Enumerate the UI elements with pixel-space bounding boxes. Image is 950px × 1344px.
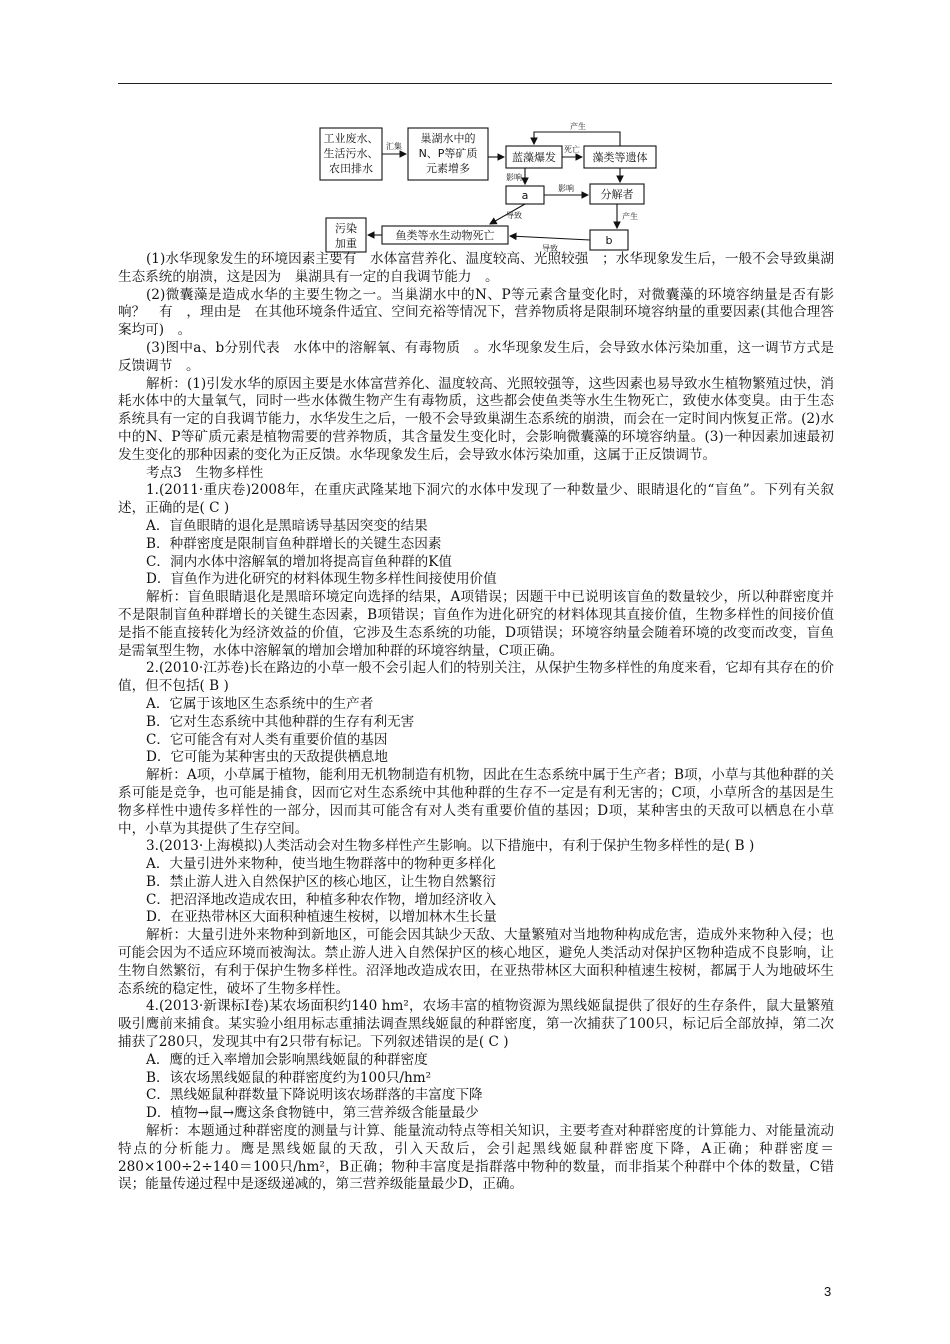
mc-4-analysis: 解析：本题通过种群密度的测量与计算、能量流动特点等相关知识，主要考查对种群密度的计算能力、对能量流动特点的分析能力。鹰是黑线姬鼠的天敌，引入天敌后，会引起黑线姬鼠种群密度下降，A正确；种群密度＝280×100÷2÷140＝100只/hm²，B正确；物种丰富度是指群落中物种的数量，而非指某个种群中个体的数量，C错误；能量传递过程中是逐级递减的，第三营养级能量最少D，正确。 <box>118 1123 834 1193</box>
mc-1-option-b: B．种群密度是限制盲鱼种群增长的关键生态因素 <box>146 535 442 552</box>
eutrophication-diagram <box>300 118 680 258</box>
document-body <box>118 251 848 1194</box>
mc-2-option-b: B．它对生态系统中其他种群的生存有利无害 <box>146 713 415 730</box>
mc-3-option-c: C．把沼泽地改造成农田，种植多种农作物，增加经济收入 <box>146 891 497 908</box>
mc-2-stem: 2.(2010·江苏卷)长在路边的小草一般不会引起人们的特别关注，从保护生物多样性的角度来看，它却有其存在的价值，但不包括( B ) <box>118 660 834 695</box>
daozhi-label-2: 导致 <box>542 244 558 253</box>
a-label: a <box>521 189 529 202</box>
mc-3-option-b: B．禁止游人进入自然保护区的核心地区，让生物自然繁衍 <box>146 873 496 890</box>
mc-4-option-d: D．植物→鼠→鹰这条食物链中，第三营养级含能量最少 <box>146 1105 479 1122</box>
mc-4-stem: 4.(2013·新课标Ⅰ卷)某农场面积约140 hm²，农场丰富的植物资源为黑线姬鼠提供了很好的生存条件，鼠大量繁殖吸引鹰前来捕食。某实验小组用标志重捕法调查黑线姬鼠的种群密度，第一次捕获了100只，标记后全部放掉，第二次捕获了280只，发现其中有2只带有标记。下列叙述错误的是( C ) <box>118 998 834 1051</box>
nutrients-line-1: 巢湖水中的 <box>420 132 476 145</box>
sources-line-1: 工业废水、 <box>323 132 379 145</box>
sources-line-3: 农田排水 <box>329 162 373 175</box>
page-number: 3 <box>824 1284 832 1299</box>
mc-4-option-b: B．该农场黑线姬鼠的种群密度约为100只/hm² <box>146 1069 432 1086</box>
mc-1-stem: 1.(2011·重庆卷)2008年，在重庆武隆某地下洞穴的水体中发现了一种数量少、眼睛退化的“盲鱼”。下列有关叙述，正确的是( C ) <box>118 482 834 517</box>
fish-label: 鱼类等水生动物死亡 <box>395 229 495 242</box>
bloom-label: 蓝藻爆发 <box>512 151 556 164</box>
mc-1-option-a: A．盲鱼眼睛的退化是黑暗诱导基因突变的结果 <box>146 517 428 534</box>
nutrients-line-3: 元素增多 <box>426 162 470 175</box>
mc-1-analysis: 解析：盲鱼眼睛退化是黑暗环境定向选择的结果，A项错误；因题干中已说明该盲鱼的数量较少，所以种群密度并不是限制盲鱼种群增长的关键生态因素，B项错误；盲鱼作为进化研究的材料体现其直接价值，生物多样性的间接价值是指不能直接转化为经济效益的价值，它涉及生态系统的功能，D项错误；环境容纳量会随着环境的改变而改变，盲鱼是需氧型生物，水体中溶解氧的增加会增加种群的环境容纳量，C项正确。 <box>118 589 834 659</box>
analysis-0: 解析：(1)引发水华的原因主要是水体富营养化、温度较高、光照较强等，这些因素也易导致水生植物繁殖过快，消耗水体中的大量氧气，同时一些水体微生物产生有毒物质，这些都会使鱼类等水生生物死亡，致使水体变臭。由于生态系统具有一定的自我调节能力，水华发生之后，一般不会导致巢湖生态系统的崩溃，而会在一定时间内恢复正常。(2)水中的N、P等矿质元素是植物需要的营养物质，其含量发生变化时，会影响微囊藻的环境容纳量。(3)一种因素加速最初发生变化的那种因素的变化为正反馈。水华现象发生后，会导致水体污染加重，这属于正反馈调节。 <box>118 375 834 463</box>
section-heading: 考点3 生物多样性 <box>146 464 264 481</box>
daozhi-label-1: 导致 <box>506 211 522 220</box>
pollution-line-1: 污染 <box>335 222 357 235</box>
mc-4-option-c: C．黑线姬鼠种群数量下降说明该农场群落的丰富度下降 <box>146 1087 483 1104</box>
chansheng-top-label: 产生 <box>570 122 586 131</box>
question-1-answer: (1)水华现象发生的环境因素主要有 水体富营养化、温度较高、光照较强 ；水华现象发生后，一般不会导致巢湖生态系统的崩溃，这是因为 巢湖具有一定的自我调节能力 。 <box>118 251 834 285</box>
remains-label: 藻类等遗体 <box>592 151 648 164</box>
mc-4-option-a: A．鹰的迁入率增加会影响黑线姬鼠的种群密度 <box>146 1051 428 1068</box>
question-3-answer: (3)图中a、b分别代表 水体中的溶解氧、有毒物质 。水华现象发生后，会导致水体污染加重，这一调节方式是 反馈调节 。 <box>118 339 848 374</box>
mc-3-stem: 3.(2013·上海模拟)人类活动会对生物多样性产生影响。以下措施中，有利于保护生物多样性的是( B ) <box>146 838 755 855</box>
yingxiang-label-1: 影响 <box>506 173 522 182</box>
mc-2-option-d: D．它可能为某种害虫的天敌提供栖息地 <box>146 749 388 766</box>
mc-3-option-a: A．大量引进外来物种，使当地生物群落中的物种更多样化 <box>146 856 496 873</box>
mc-2-option-a: A．它属于该地区生态系统中的生产者 <box>146 695 374 712</box>
b-label: b <box>605 234 613 247</box>
chansheng-label-2: 产生 <box>622 212 638 221</box>
huiji-label: 汇集 <box>386 142 402 151</box>
mc-3-option-d: D．在亚热带林区大面积种植速生桉树，以增加林木生长量 <box>146 909 497 926</box>
pollution-line-2: 加重 <box>335 237 357 250</box>
mc-1-option-c: C．洞内水体中溶解氧的增加将提高盲鱼种群的K值 <box>146 553 453 570</box>
header-rule <box>118 83 832 84</box>
decomposer-label: 分解者 <box>600 188 634 201</box>
nutrients-line-2: N、P等矿质 <box>418 147 478 160</box>
mc-1-option-d: D．盲鱼作为进化研究的材料体现生物多样性间接使用价值 <box>146 571 497 588</box>
yingxiang-label-2: 影响 <box>558 184 574 193</box>
sources-line-2: 生活污水、 <box>323 147 379 160</box>
siwang-label: 死亡 <box>564 145 580 154</box>
mc-2-analysis: 解析：A项，小草属于植物，能利用无机物制造有机物，因此在生态系统中属于生产者；B项，小草与其他种群的关系可能是竞争，也可能是捕食，因而它对生态系统中其他种群的生存不一定是有利无害的；C项，小草所含的基因是生物多样性中遗传多样性的一部分，因而其可能含有对人类有重要价值的基因；D项，某种害虫的天敌可以栖息在小草中，小草为其提供了生存空间。 <box>118 767 834 837</box>
mc-2-option-c: C．它可能含有对人类有重要价值的基因 <box>146 731 388 748</box>
mc-3-analysis: 解析：大量引进外来物种到新地区，可能会因其缺少天敌、大量繁殖对当地物种构成危害，造成外来物种入侵；也可能会因为不适应环境而被淘汰。禁止游人进入自然保护区的核心地区，避免人类活动对保护区物种造成不良影响，让生物自然繁衍，有利于保护生物多样性。沼泽地改造成农田，在亚热带林区大面积种植速生桉树，都属于人为地破坏生态系统的稳定性，破坏了生物多样性。 <box>118 927 834 997</box>
question-2-answer: (2)微囊藻是造成水华的主要生物之一。当巢湖水中的N、P等元素含量变化时，对微囊藻的环境容纳量是否有影响？ 有 ，理由是 在其他环境条件适宜、空间充裕等情况下，营养物质将是限制环境容纳量的重要因素(其他合理答案均可) 。 <box>118 286 834 339</box>
